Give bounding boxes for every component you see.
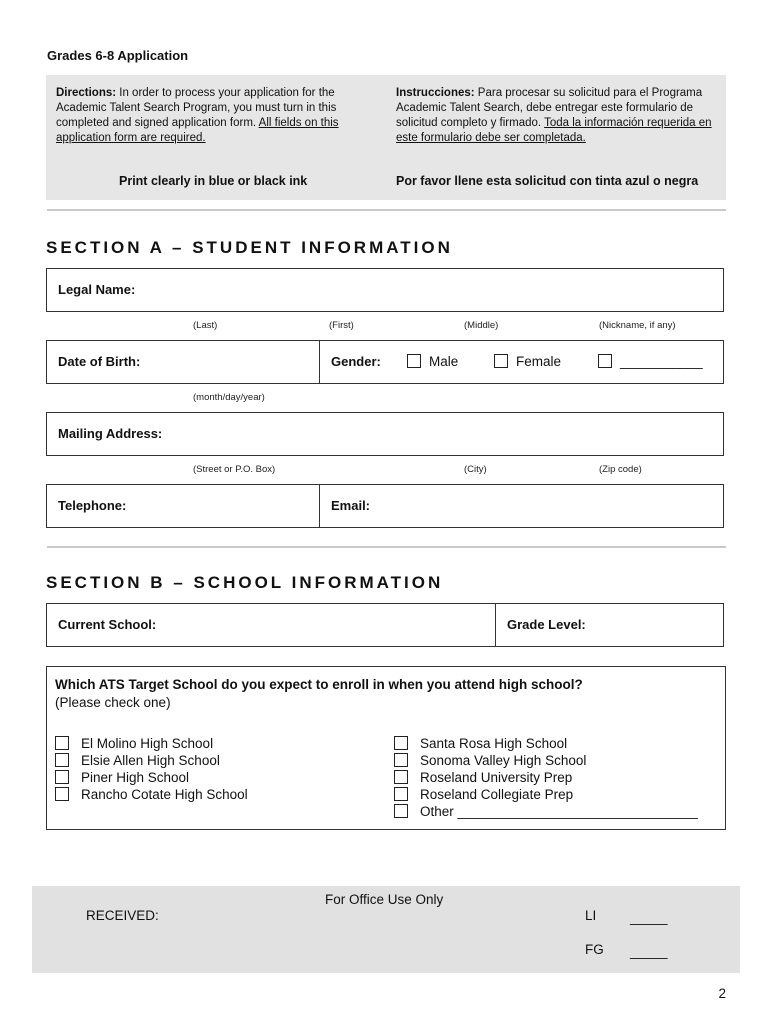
directions-english [56, 86, 376, 146]
checkbox-icon[interactable] [394, 770, 408, 784]
page-title: Grades 6-8 Application [47, 48, 189, 63]
school-option-santa-rosa[interactable] [394, 735, 567, 752]
mailing-address-field[interactable] [46, 412, 724, 456]
school-other-label[interactable]: Other ________________________________ [420, 804, 698, 819]
school-label: Rancho Cotate High School [81, 787, 248, 802]
directions-panel [46, 75, 726, 200]
checkbox-icon[interactable] [407, 354, 421, 368]
target-school-instruction: (Please check one) [55, 695, 171, 710]
checkbox-icon[interactable] [394, 787, 408, 801]
hint-street: (Street or P.O. Box) [193, 464, 276, 475]
office-use-panel [32, 886, 740, 973]
fg-label: FG [585, 942, 604, 957]
hint-city: (City) [464, 464, 487, 475]
gender-option-male[interactable] [407, 354, 458, 369]
school-label: Piner High School [81, 770, 190, 785]
received-label: RECEIVED: [86, 908, 159, 923]
target-school-panel [46, 666, 726, 830]
dob-label: Date of Birth: [58, 354, 141, 369]
email-field[interactable] [319, 484, 724, 528]
ink-instruction-english: Print clearly in blue or black ink [119, 174, 308, 188]
grade-level-field[interactable] [495, 603, 724, 647]
date-of-birth-field[interactable] [46, 340, 320, 384]
directions-required-note: All fields on this application form are required. [56, 117, 339, 144]
school-label: Elsie Allen High School [81, 753, 220, 768]
current-school-field[interactable] [46, 603, 496, 647]
mailing-address-label: Mailing Address: [58, 426, 163, 441]
grade-level-label: Grade Level: [507, 617, 586, 632]
instrucciones-label: Instrucciones: [396, 87, 475, 99]
hint-nickname: (Nickname, if any) [599, 320, 676, 331]
current-school-label: Current School: [58, 617, 157, 632]
gender-option-other[interactable] [598, 354, 703, 369]
hint-middle: (Middle) [464, 320, 499, 331]
school-option-elsie-allen[interactable] [55, 752, 220, 769]
school-option-rancho-cotate[interactable] [55, 786, 248, 803]
section-b-title: SECTION B – SCHOOL INFORMATION [46, 573, 444, 592]
checkbox-icon[interactable] [55, 787, 69, 801]
school-option-piner[interactable] [55, 769, 189, 786]
hint-zip: (Zip code) [599, 464, 642, 475]
gender-field [319, 340, 724, 384]
ink-instruction-spanish: Por favor llene esta solicitud con tinta azul o negra [396, 174, 699, 188]
divider [47, 546, 726, 548]
checkbox-icon[interactable] [55, 770, 69, 784]
gender-male-label: Male [429, 354, 459, 369]
directions-label: Directions: [56, 87, 117, 99]
checkbox-icon[interactable] [55, 736, 69, 750]
instrucciones-required-note: Toda la información requerida en este formulario debe ser completada. [396, 117, 712, 144]
school-label: El Molino High School [81, 736, 214, 751]
school-option-roseland-university[interactable] [394, 769, 572, 786]
checkbox-icon[interactable] [55, 753, 69, 767]
section-a-title: SECTION A – STUDENT INFORMATION [46, 238, 453, 257]
email-label: Email: [331, 498, 371, 513]
checkbox-icon[interactable] [394, 804, 408, 818]
school-option-other[interactable] [394, 803, 698, 820]
school-label: Roseland University Prep [420, 770, 573, 785]
li-blank[interactable]: _____ [630, 910, 668, 925]
gender-female-label: Female [516, 354, 562, 369]
hint-dob-format: (month/day/year) [193, 392, 265, 403]
checkbox-icon[interactable] [598, 354, 612, 368]
li-label: LI [585, 908, 597, 923]
hint-first: (First) [329, 320, 354, 331]
legal-name-label: Legal Name: [58, 282, 136, 297]
school-option-el-molino[interactable] [55, 735, 213, 752]
school-label: Roseland Collegiate Prep [420, 787, 574, 802]
fg-blank[interactable]: _____ [630, 944, 668, 959]
gender-label: Gender: [331, 354, 381, 369]
school-label: Santa Rosa High School [420, 736, 568, 751]
legal-name-field[interactable] [46, 268, 724, 312]
directions-text: In order to process your application for the Academic Talent Search Program, you must turn in this completed and signed application form. [56, 87, 337, 129]
school-option-sonoma-valley[interactable] [394, 752, 586, 769]
gender-option-female[interactable] [494, 354, 561, 369]
target-school-question: Which ATS Target School do you expect to enroll in when you attend high school? [55, 677, 583, 692]
checkbox-icon[interactable] [394, 753, 408, 767]
school-option-roseland-collegiate[interactable] [394, 786, 573, 803]
page-number: 2 [718, 986, 726, 1001]
checkbox-icon[interactable] [394, 736, 408, 750]
office-use-title: For Office Use Only [325, 892, 444, 907]
gender-other-blank[interactable]: ___________ [620, 354, 703, 369]
telephone-label: Telephone: [58, 498, 127, 513]
school-label: Sonoma Valley High School [420, 753, 587, 768]
hint-last: (Last) [193, 320, 218, 331]
telephone-field[interactable] [46, 484, 320, 528]
divider [47, 209, 726, 211]
checkbox-icon[interactable] [494, 354, 508, 368]
directions-spanish [396, 86, 716, 146]
instrucciones-text: Para procesar su solicitud para el Programa Academic Talent Search, debe entregar este formulario de solicitud completo y firmado. [396, 87, 703, 129]
